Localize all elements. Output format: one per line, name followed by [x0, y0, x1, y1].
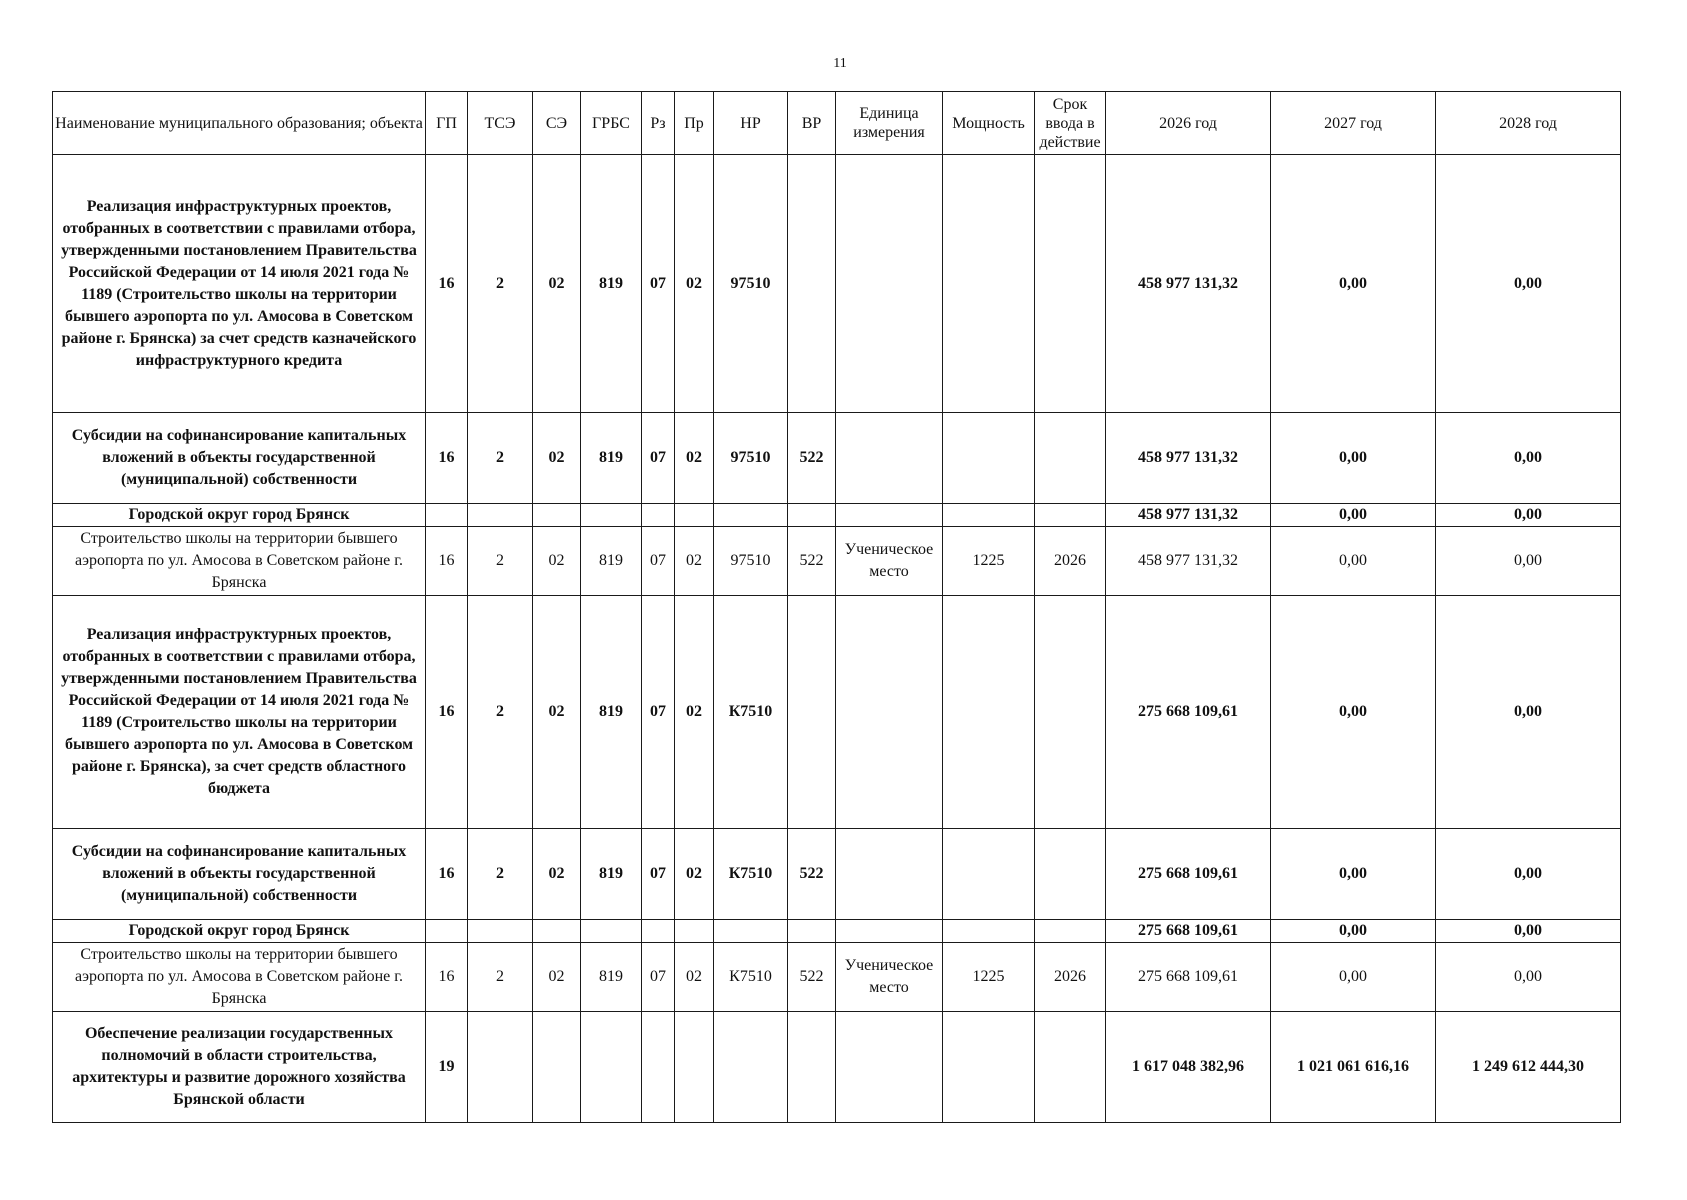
cell-nr: К7510 [714, 943, 788, 1012]
cell-2027: 0,00 [1271, 413, 1436, 504]
cell-nr: К7510 [714, 596, 788, 829]
cell-unit [836, 504, 943, 527]
row-name: Строительство школы на территории бывшего аэропорта по ул. Амосова в Советском районе г. Брянска [53, 943, 426, 1012]
cell-rz: 07 [642, 413, 675, 504]
cell-2026: 275 668 109,61 [1106, 920, 1271, 943]
cell-rz: 07 [642, 527, 675, 596]
header-unit: Единица измерения [836, 92, 943, 155]
cell-tse: 2 [468, 527, 533, 596]
cell-unit: Ученическое место [836, 943, 943, 1012]
row-name: Городской округ город Брянск [53, 504, 426, 527]
cell-2027: 0,00 [1271, 920, 1436, 943]
table-row [53, 596, 1621, 829]
cell-2027: 0,00 [1271, 829, 1436, 920]
cell-gp: 19 [426, 1012, 468, 1123]
cell-pr: 02 [675, 943, 714, 1012]
cell-gp: 16 [426, 829, 468, 920]
cell-2027: 1 021 061 616,16 [1271, 1012, 1436, 1123]
cell-gp: 16 [426, 943, 468, 1012]
cell-term [1035, 920, 1106, 943]
header-grbs: ГРБС [581, 92, 642, 155]
cell-tse: 2 [468, 413, 533, 504]
cell-tse: 2 [468, 943, 533, 1012]
cell-grbs: 819 [581, 413, 642, 504]
header-nr: НР [714, 92, 788, 155]
cell-pr [675, 1012, 714, 1123]
cell-rz [642, 920, 675, 943]
cell-power [943, 155, 1035, 413]
cell-2028: 0,00 [1436, 413, 1621, 504]
cell-se: 02 [533, 829, 581, 920]
cell-pr [675, 504, 714, 527]
row-name: Реализация инфраструктурных проектов, отобранных в соответствии с правилами отбора, утвержденными постановлением Правительства Российской Федерации от 14 июля 2021 года № 1189 (Строительство школы на территории бывшего аэропорта по ул. Амосова в Советском районе г. Брянска) за счет средств казначейского инфраструктурного кредита [53, 155, 426, 413]
cell-power: 1225 [943, 943, 1035, 1012]
row-name: Строительство школы на территории бывшего аэропорта по ул. Амосова в Советском районе г. Брянска [53, 527, 426, 596]
cell-2026: 458 977 131,32 [1106, 155, 1271, 413]
cell-pr: 02 [675, 829, 714, 920]
cell-2028: 1 249 612 444,30 [1436, 1012, 1621, 1123]
cell-2028: 0,00 [1436, 596, 1621, 829]
cell-grbs: 819 [581, 943, 642, 1012]
cell-nr [714, 1012, 788, 1123]
cell-gp [426, 504, 468, 527]
cell-vr [788, 920, 836, 943]
cell-grbs [581, 1012, 642, 1123]
cell-gp: 16 [426, 596, 468, 829]
cell-unit: Ученическое место [836, 527, 943, 596]
cell-se: 02 [533, 596, 581, 829]
cell-2027: 0,00 [1271, 155, 1436, 413]
header-2026: 2026 год [1106, 92, 1271, 155]
cell-2028: 0,00 [1436, 504, 1621, 527]
table-row [53, 155, 1621, 413]
cell-nr: 97510 [714, 155, 788, 413]
cell-power [943, 413, 1035, 504]
cell-term [1035, 1012, 1106, 1123]
cell-se [533, 504, 581, 527]
header-row [53, 92, 1621, 155]
cell-term [1035, 413, 1106, 504]
header-gp: ГП [426, 92, 468, 155]
cell-unit [836, 413, 943, 504]
table-row [53, 1012, 1621, 1123]
header-name: Наименование муниципального образования; объекта [53, 92, 426, 155]
header-term: Срок ввода в действие [1035, 92, 1106, 155]
cell-vr [788, 1012, 836, 1123]
cell-vr [788, 596, 836, 829]
cell-tse [468, 1012, 533, 1123]
cell-nr [714, 504, 788, 527]
cell-power [943, 596, 1035, 829]
cell-se: 02 [533, 527, 581, 596]
cell-gp: 16 [426, 527, 468, 596]
cell-grbs: 819 [581, 596, 642, 829]
row-name: Обеспечение реализации государственных полномочий в области строительства, архитектуры и развитие дорожного хозяйства Брянской области [53, 1012, 426, 1123]
cell-vr [788, 504, 836, 527]
cell-gp: 16 [426, 413, 468, 504]
cell-unit [836, 829, 943, 920]
table-row [53, 413, 1621, 504]
table-row [53, 829, 1621, 920]
table-row [53, 504, 1621, 527]
cell-2028: 0,00 [1436, 920, 1621, 943]
cell-se: 02 [533, 155, 581, 413]
cell-2026: 275 668 109,61 [1106, 829, 1271, 920]
cell-vr: 522 [788, 829, 836, 920]
cell-term [1035, 155, 1106, 413]
cell-rz: 07 [642, 943, 675, 1012]
cell-power [943, 829, 1035, 920]
cell-rz [642, 504, 675, 527]
cell-power [943, 504, 1035, 527]
row-name: Реализация инфраструктурных проектов, отобранных в соответствии с правилами отбора, утвержденными постановлением Правительства Российской Федерации от 14 июля 2021 года № 1189 (Строительство школы на территории бывшего аэропорта по ул. Амосова в Советском районе г. Брянска), за счет средств областного бюджета [53, 596, 426, 829]
cell-term: 2026 [1035, 943, 1106, 1012]
cell-tse: 2 [468, 155, 533, 413]
cell-gp: 16 [426, 155, 468, 413]
cell-2028: 0,00 [1436, 527, 1621, 596]
cell-power [943, 920, 1035, 943]
header-tse: ТСЭ [468, 92, 533, 155]
cell-2026: 458 977 131,32 [1106, 413, 1271, 504]
cell-tse [468, 920, 533, 943]
cell-2027: 0,00 [1271, 943, 1436, 1012]
cell-power [943, 1012, 1035, 1123]
cell-power: 1225 [943, 527, 1035, 596]
budget-table [52, 91, 1621, 1123]
cell-nr: К7510 [714, 829, 788, 920]
cell-tse: 2 [468, 596, 533, 829]
header-rz: Рз [642, 92, 675, 155]
cell-rz: 07 [642, 155, 675, 413]
table-row [53, 920, 1621, 943]
cell-nr: 97510 [714, 413, 788, 504]
cell-nr: 97510 [714, 527, 788, 596]
cell-tse: 2 [468, 829, 533, 920]
cell-se [533, 1012, 581, 1123]
cell-2028: 0,00 [1436, 829, 1621, 920]
cell-unit [836, 920, 943, 943]
cell-2026: 458 977 131,32 [1106, 504, 1271, 527]
cell-se: 02 [533, 943, 581, 1012]
cell-se [533, 920, 581, 943]
cell-pr [675, 920, 714, 943]
cell-pr: 02 [675, 413, 714, 504]
cell-grbs: 819 [581, 829, 642, 920]
header-pr: Пр [675, 92, 714, 155]
cell-tse [468, 504, 533, 527]
cell-unit [836, 155, 943, 413]
header-power: Мощность [943, 92, 1035, 155]
cell-pr: 02 [675, 527, 714, 596]
row-name: Субсидии на софинансирование капитальных вложений в объекты государственной (муниципальной) собственности [53, 413, 426, 504]
header-2027: 2027 год [1271, 92, 1436, 155]
cell-2028: 0,00 [1436, 943, 1621, 1012]
cell-rz: 07 [642, 596, 675, 829]
cell-2028: 0,00 [1436, 155, 1621, 413]
cell-2027: 0,00 [1271, 527, 1436, 596]
cell-grbs: 819 [581, 527, 642, 596]
cell-pr: 02 [675, 596, 714, 829]
cell-unit [836, 1012, 943, 1123]
cell-vr [788, 155, 836, 413]
cell-grbs [581, 504, 642, 527]
table-row [53, 527, 1621, 596]
cell-rz: 07 [642, 829, 675, 920]
cell-se: 02 [533, 413, 581, 504]
cell-term [1035, 829, 1106, 920]
cell-unit [836, 596, 943, 829]
header-vr: ВР [788, 92, 836, 155]
cell-vr: 522 [788, 943, 836, 1012]
cell-rz [642, 1012, 675, 1123]
cell-2026: 275 668 109,61 [1106, 596, 1271, 829]
cell-vr: 522 [788, 413, 836, 504]
header-2028: 2028 год [1436, 92, 1621, 155]
cell-vr: 522 [788, 527, 836, 596]
cell-term [1035, 504, 1106, 527]
cell-gp [426, 920, 468, 943]
cell-grbs: 819 [581, 155, 642, 413]
row-name: Городской округ город Брянск [53, 920, 426, 943]
cell-nr [714, 920, 788, 943]
table-row [53, 943, 1621, 1012]
cell-pr: 02 [675, 155, 714, 413]
cell-2026: 1 617 048 382,96 [1106, 1012, 1271, 1123]
cell-2026: 275 668 109,61 [1106, 943, 1271, 1012]
cell-2026: 458 977 131,32 [1106, 527, 1271, 596]
page-number: 11 [833, 56, 847, 71]
cell-term: 2026 [1035, 527, 1106, 596]
cell-term [1035, 596, 1106, 829]
cell-grbs [581, 920, 642, 943]
cell-2027: 0,00 [1271, 504, 1436, 527]
cell-2027: 0,00 [1271, 596, 1436, 829]
header-se: СЭ [533, 92, 581, 155]
row-name: Субсидии на софинансирование капитальных вложений в объекты государственной (муниципальной) собственности [53, 829, 426, 920]
